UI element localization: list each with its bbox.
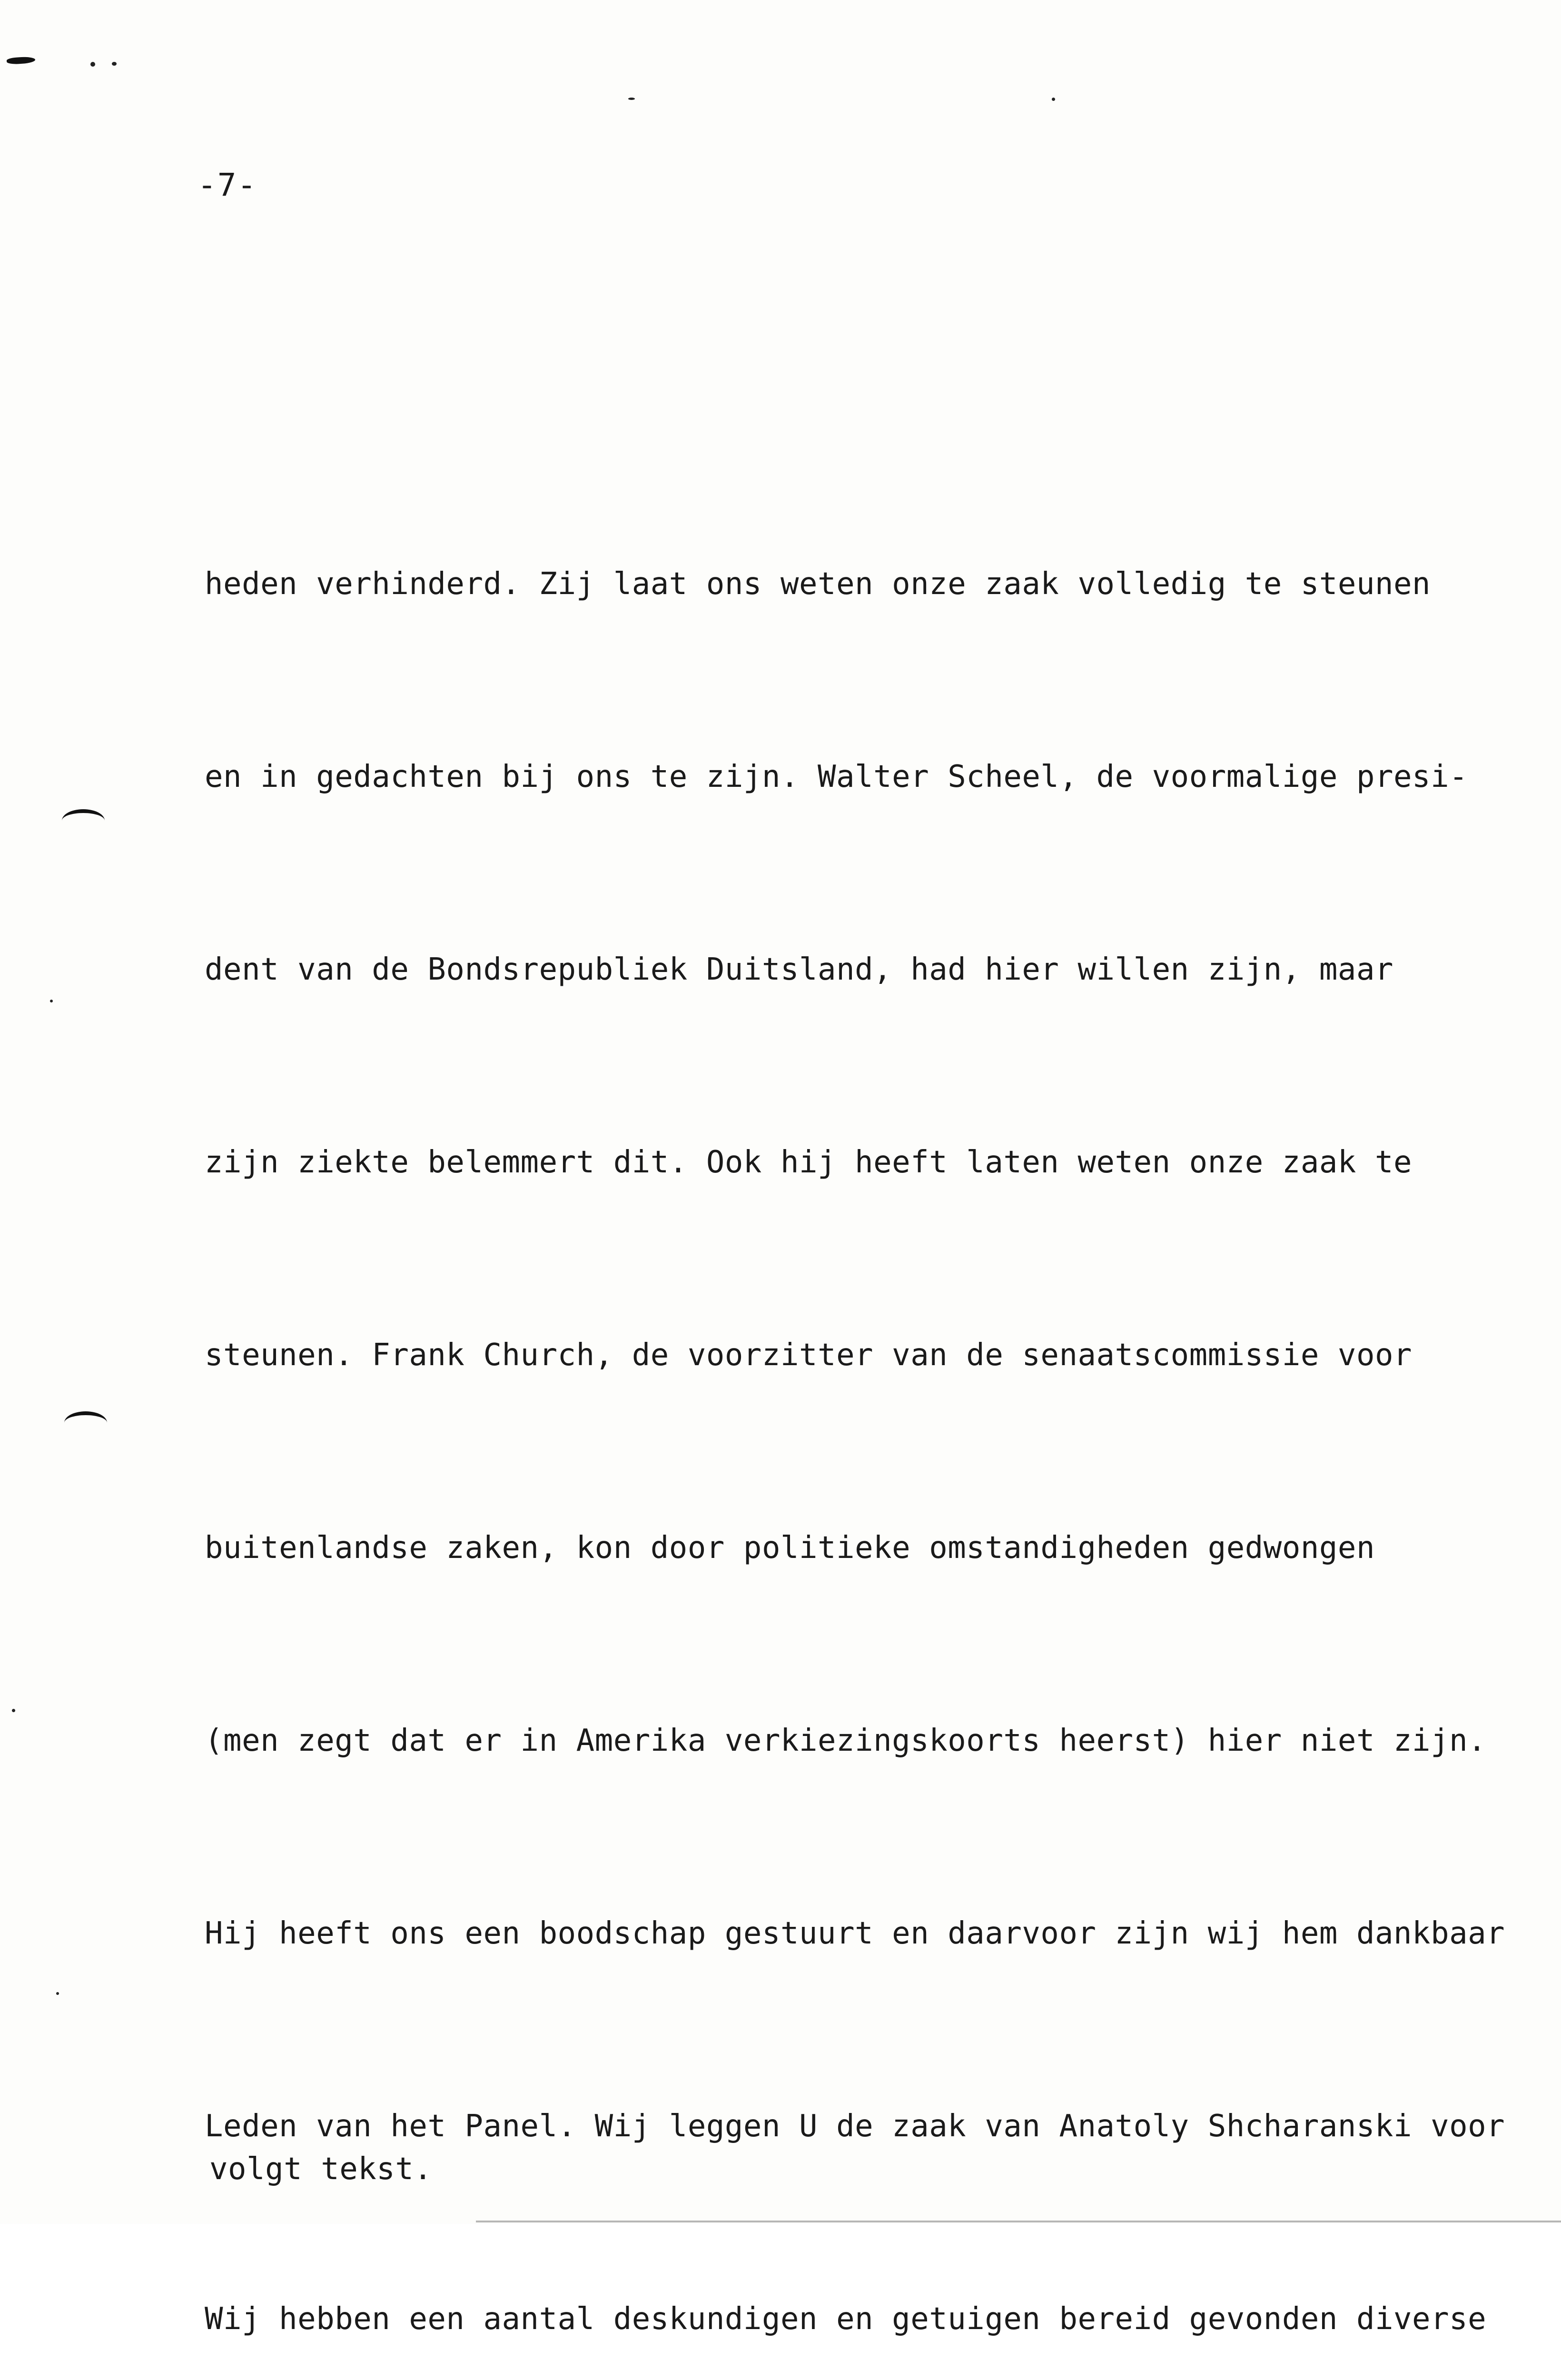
scan-speck [12,1709,15,1712]
scan-speck [1052,98,1055,101]
scan-speck [90,62,95,67]
scan-speck [50,1000,53,1002]
text-line: steunen. Frank Church, de voorzitter van de senaatscommissie voor [205,1338,1413,1373]
text-line: buitenlandse zaken, kon door politieke omstandigheden gedwongen [205,1530,1375,1566]
text-line: dent van de Bondsrepubliek Duitsland, had hier willen zijn, maar [205,952,1393,987]
scan-speck [56,1992,59,1995]
text-line: en in gedachten bij ons te zijn. Walter Scheel, de voormalige presi- [205,759,1468,794]
paragraph-1 [205,424,1561,2380]
text-line: Hij heeft ons een boodschap gestuurt en daarvoor zijn wij hem dankbaar [205,1916,1505,1951]
page-number: -7- [198,167,257,203]
body-text [205,295,1561,2380]
text-line: (men zegt dat er in Amerika verkiezingskoorts heerst) hier niet zijn. [205,1723,1487,1758]
scan-edge-line [476,2221,1561,2222]
text-line: zijn ziekte belemmert dit. Ook hij heeft laten weten onze zaak te [205,1145,1413,1180]
text-line: Wij hebben een aantal deskundigen en getuigen bereid gevonden diverse [205,2301,1487,2337]
scan-speck [112,62,117,66]
text-line: Leden van het Panel. Wij leggen U de zaak van Anatoly Shcharanski voor [205,2109,1505,2144]
scan-speck [628,98,635,100]
closing-note: volgt tekst. [209,2152,433,2187]
scan-mark [7,56,36,65]
punch-hole-mark [64,1411,107,1434]
punch-hole-mark [62,809,105,832]
text-line: heden verhinderd. Zij laat ons weten onze zaak volledig te steunen [205,566,1431,602]
